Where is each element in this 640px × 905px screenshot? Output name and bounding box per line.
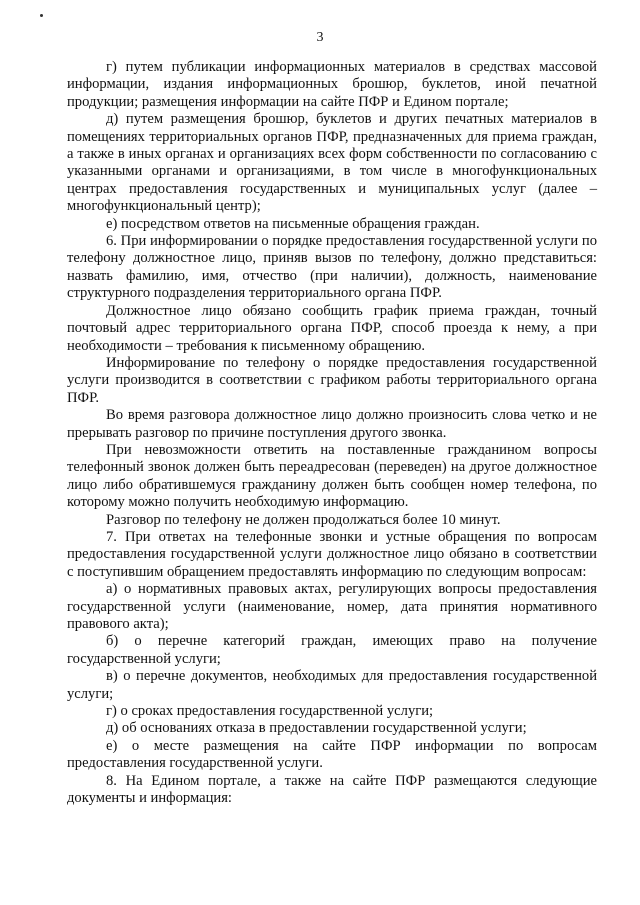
paragraph-speak-clearly: Во время разговора должностное лицо должно произносить слова четко и не прерывать разговор по причине поступления другого звонка. (67, 407, 597, 441)
paragraph-a-legal-acts: а) о нормативных правовых актах, регулирующих вопросы предоставления государственной услуги (наименование, номер, дата принятия нормативного правового акта); (67, 581, 597, 632)
paragraph-d-refusal: д) об основаниях отказа в предоставлении государственной услуги; (106, 720, 527, 737)
paragraph-call-duration: Разговор по телефону не должен продолжаться более 10 минут. (106, 511, 501, 528)
paragraph-8-portal: 8. На Едином портале, а также на сайте ПФР размещаются следующие документы и информация: (67, 772, 597, 807)
paragraph-redirect-call: При невозможности ответить на поставленные гражданином вопросы телефонный звонок должен быть переадресован (переведен) на другое должностное лицо либо обратившемуся гражданину должен быть сообщен номер телефона, по которому можно получить необходимую информацию. (67, 441, 597, 511)
paragraph-b-categories: б) о перечне категорий граждан, имеющих право на получение государственной услуги; (67, 633, 597, 667)
page-number: 3 (316, 30, 324, 45)
paragraph-v-documents: в) о перечне документов, необходимых для предоставления государственной услуги; (67, 668, 597, 702)
paragraph-6-phone-informing: 6. При информировании о порядке предоставления государственной услуги по телефону должностное лицо, приняв вызов по телефону, должно представиться: назвать фамилию, имя, отчество (при наличии), должность, наименование структурного подразделения территориального органа ПФР. (67, 233, 597, 302)
paragraph-e-site-info: е) о месте размещения на сайте ПФР информации по вопросам предоставления государственной услуги. (67, 737, 597, 772)
paragraph-e-written-answers: е) посредством ответов на письменные обращения граждан. (106, 215, 480, 232)
scan-speck (40, 14, 43, 17)
paragraph-d-brochures: д) путем размещения брошюр, буклетов и других печатных материалов в помещениях территориальных органов ПФР, предназначенных для приема граждан, а также в иных органах и организациях всех форм собственности по согласованию с указанными органами и организациями, в том числе в многофункциональных центрах предоставления государственных и муниципальных услуг (далее – многофункциональный центр); (67, 111, 597, 215)
paragraph-g-terms: г) о сроках предоставления государственной услуги; (106, 703, 434, 720)
document-body (67, 59, 597, 807)
paragraph-phone-schedule: Информирование по телефону о порядке предоставления государственной услуги производится в соответствии с графиком работы территориального органа ПФР. (67, 354, 597, 406)
paragraph-7-answers: 7. При ответах на телефонные звонки и устные обращения по вопросам предоставления государственной услуги должностное лицо обязано в соответствии с поступившим обращением предоставлять информацию по следующим вопросам: (67, 528, 597, 580)
paragraph-g-publication: г) путем публикации информационных материалов в средствах массовой информации, издания информационных брошюр, буклетов, иной печатной продукции; размещения информации на сайте ПФР и Едином портале; (67, 59, 597, 110)
paragraph-schedule-address: Должностное лицо обязано сообщить график приема граждан, точный почтовый адрес территориального органа ПФР, способ проезда к нему, а при необходимости – требования к письменному обращению. (67, 302, 597, 354)
